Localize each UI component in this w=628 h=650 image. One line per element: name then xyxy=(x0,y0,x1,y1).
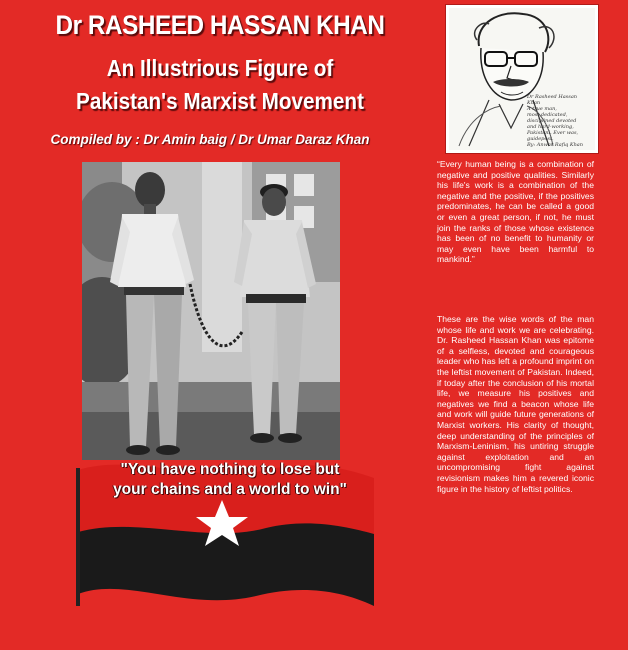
cover-subtitle-line2: Pakistan's Marxist Movement xyxy=(76,88,364,114)
slogan-line1: "You have nothing to lose but xyxy=(120,461,340,478)
sketch-caption-line: guidepost. xyxy=(527,136,554,142)
sketch-caption-line: Pakistani. Ever was, xyxy=(527,130,579,136)
photo-illustration xyxy=(82,162,340,460)
body-paragraph: These are the wise words of the man whose life and work we are celebrating. Dr. Rasheed Hassan Khan was epitome of a selfless, devoted and courageous leader who has left a profound imprint on the leftist movement of Pakistan. Indeed, if today after the conclusion of his mortal life, we measure his positives and negatives we find a beacon whose life and work will guide future generations of Marxist workers. His clarity of thought, deep understanding of the principles of Marxism-Leninism, his untiring struggle against exploitation and an uncompromising fight against revisionism makes him a revered iconic figure in the history of leftist politics. xyxy=(437,314,594,494)
sketch-caption-line: and hard-working, xyxy=(527,124,574,130)
sketch-caption-line: A true man, xyxy=(527,106,557,112)
sketch-caption-line: Dr Rasheed Hassan Khan xyxy=(527,94,578,106)
cover-title: Dr RASHEED HASSAN KHAN xyxy=(55,10,385,40)
historic-photo xyxy=(82,162,340,460)
cover-subtitle-line1: An Illustrious Figure of xyxy=(106,55,334,81)
compiled-by: Compiled by : Dr Amin baig / Dr Umar Daraz Khan xyxy=(50,132,370,147)
sketch-caption-line: By: Anwar Rafiq Khan xyxy=(527,142,583,148)
portrait-sketch xyxy=(446,5,598,153)
sketch-caption xyxy=(527,94,591,148)
sketch-caption-line: most dedicated, xyxy=(527,112,568,118)
quote-paragraph: “Every human being is a combination of negative and positive qualities. Similarly his life's work is a combination of the negative and the positive, if the positives predominates, he can be called a good or even a great person, if not, he must join the ranks of those whose existence has been of no benefit to humanity or may even have been harmful to mankind.” xyxy=(437,159,594,265)
slogan-line2: your chains and a world to win" xyxy=(113,481,347,498)
sketch-caption-line: disciplined devoted xyxy=(527,118,577,124)
